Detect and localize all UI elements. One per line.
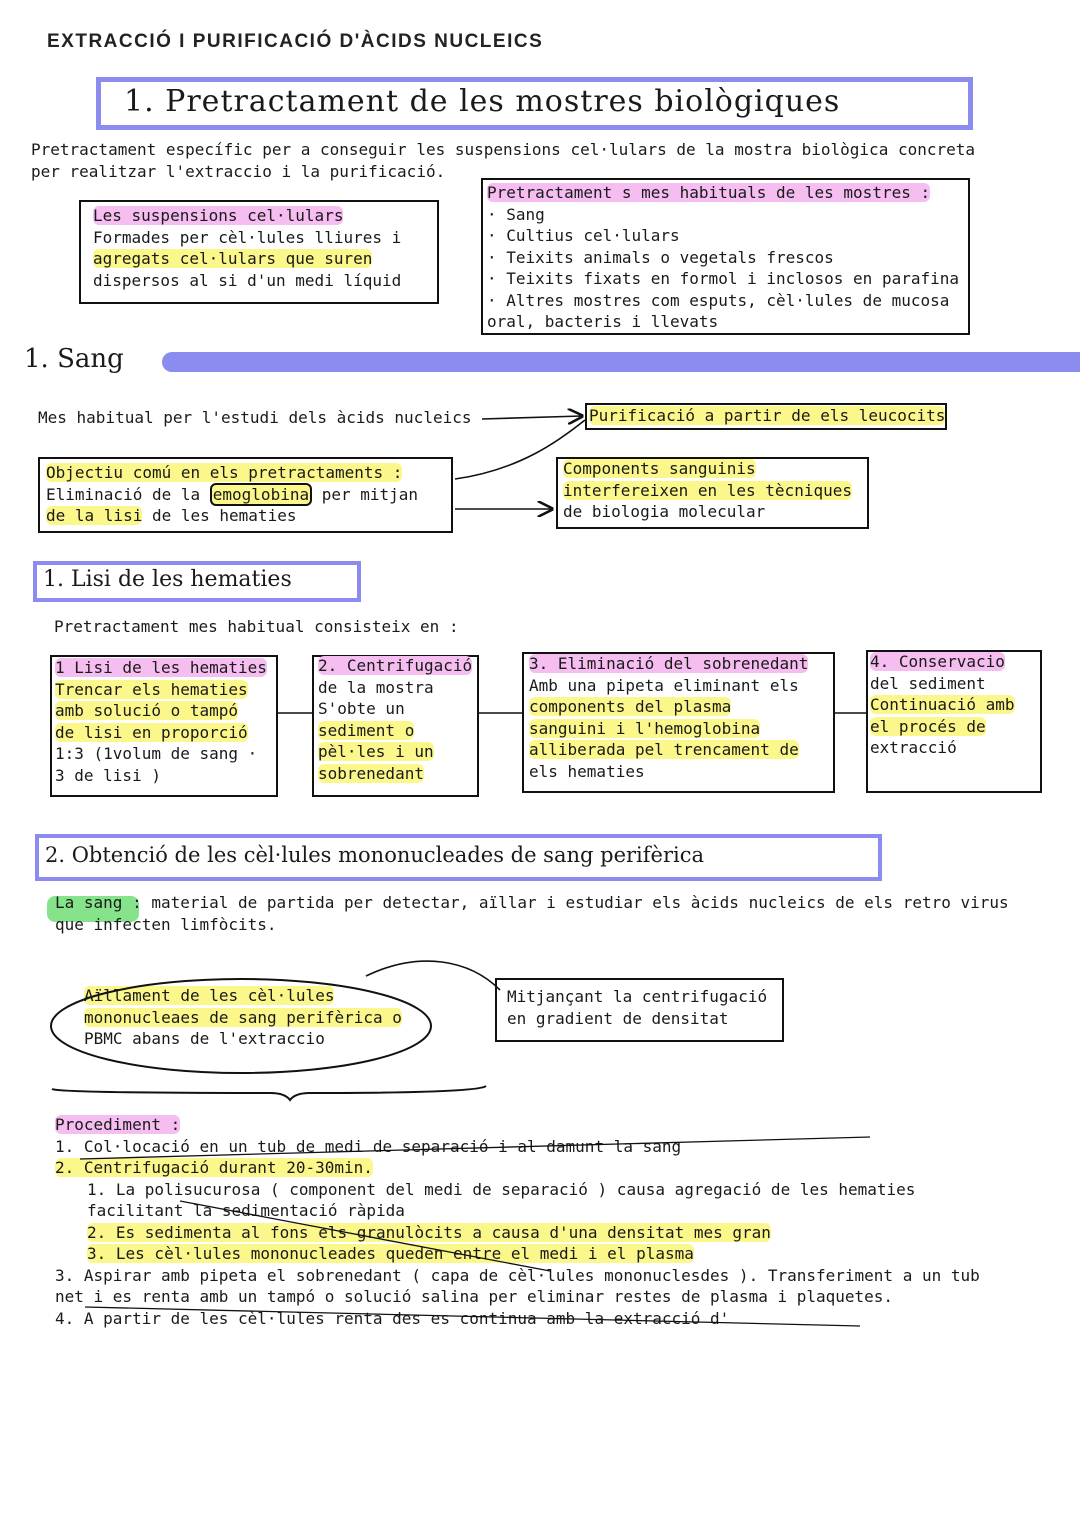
section-title: 1. Pretractament de les mostres biològiques bbox=[124, 84, 841, 119]
objectiu-text: Objectiu comú en els pretractaments : Eliminació de la emoglobina per mitjan de la lisi de les hematies bbox=[46, 463, 419, 525]
purificacio-text: Purificació a partir de els leucocits bbox=[589, 406, 946, 425]
obtencio-title: 2. Obtenció de les cèl·lules mononucleades de sang perifèrica bbox=[45, 843, 704, 867]
lisi-subtitle: Pretractament mes habitual consisteix en : bbox=[54, 617, 459, 636]
mitjancant-text: Mitjançant la centrifugació en gradient de densitat bbox=[507, 987, 768, 1028]
lisi-title: 1. Lisi de les hematies bbox=[43, 567, 292, 592]
step-4-text: 4. Conservacio del sediment Continuació amb el procés de extracció bbox=[870, 652, 1015, 757]
components-text: Components sanguinis interfereixen en les tècniques de biologia molecular bbox=[563, 459, 852, 521]
obtencio-intro: La sang : material de partida per detectar, aïllar i estudiar els àcids nucleics de els retro virus que infecten limfòcits. bbox=[55, 893, 1009, 934]
sang-heading: 1. Sang bbox=[24, 344, 124, 374]
step-3-text: 3. Eliminació del sobrenedant Amb una pipeta eliminant els components del plasma sanguini i l'hemoglobina alliberada pel trencament de els hematies bbox=[529, 654, 809, 781]
habituals-text: Pretractament s mes habituals de les mostres : · Sang · Cultius cel·lulars · Teixits animals o vegetals frescos · Teixits fixats en formol i inclosos en parafina · Altres mostres com esputs, cèl·lules de mucosa oral, bacteris i llevats bbox=[487, 183, 960, 331]
section1-intro: Pretractament específic per a conseguir les suspensions cel·lulars de la mostra biològica concreta per realitzar l'extraccio i la purificació. bbox=[31, 140, 976, 181]
step-1-text: 1 Lisi de les hematies Trencar els hematies amb solució o tampó de lisi en proporció 1:3 (1volum de sang · 3 de lisi ) bbox=[55, 658, 267, 785]
mes-habitual-text: Mes habitual per l'estudi dels àcids nucleics bbox=[38, 408, 472, 427]
page-header: EXTRACCIÓ I PURIFICACIÓ D'ÀCIDS NUCLEICS bbox=[47, 31, 544, 52]
aillament-ellipse-text: Aïllament de les cèl·lules mononucleaes de sang perifèrica o PBMC abans de l'extraccio bbox=[84, 986, 402, 1048]
step-2-text: 2. Centrifugació de la mostra S'obte un sediment o pèl·les i un sobrenedant bbox=[318, 656, 473, 783]
suspensions-text: Les suspensions cel·lulars Formades per cèl·lules lliures i agregats cel·lulars que suren dispersos al si d'un medi líquid bbox=[93, 206, 402, 290]
procediment-block: Procediment : 1. Col·locació en un tub de medi de separació i al damunt la sang 2. Centrifugació durant 20-30min. 1. La polisucurosa ( component del medi de separació ) causa agregació de les hematies facilitant la sedimentació ràpida 2. Es sedimenta al fons els granulòcits a causa d'una densitat mes gran 3. Les cèl·lules mononucleades queden entre el medi i el plasma 3. Aspirar amb pipeta el sobrenedant ( capa de cèl·lules mononuclesdes ). Transferiment a un tub net i es renta amb un tampó o solució salina per eliminar restes de plasma i plaquetes. 4. A partir de les cèl·lules renta des es continua amb la extracció d' bbox=[55, 1115, 980, 1328]
